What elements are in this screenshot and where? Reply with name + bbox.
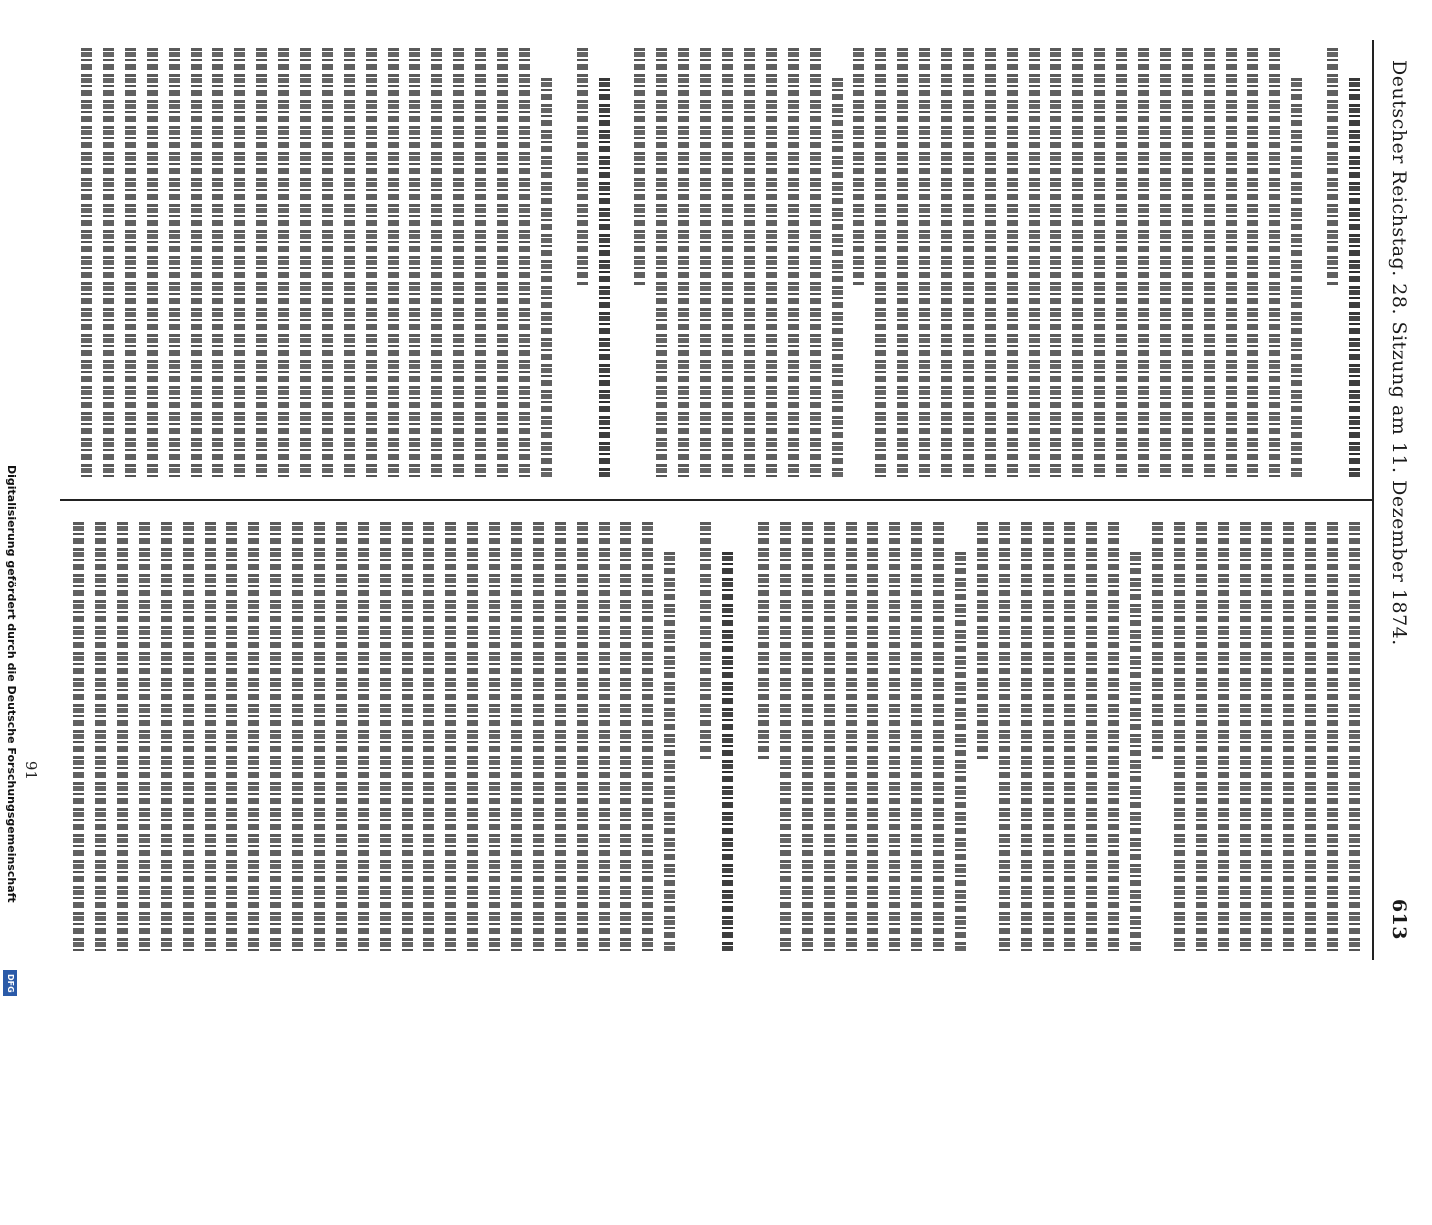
text-column-left (70, 48, 1360, 478)
text-line (1108, 522, 1119, 952)
text-line (380, 522, 391, 952)
text-line (955, 552, 966, 952)
text-line (1240, 522, 1251, 952)
text-line (409, 48, 420, 478)
text-line (292, 522, 303, 952)
text-line (248, 522, 259, 952)
text-line (191, 48, 202, 478)
text-line (555, 522, 566, 952)
text-line (1130, 552, 1141, 952)
text-line (832, 78, 843, 478)
text-line (1050, 48, 1061, 478)
text-line (758, 522, 769, 759)
text-line (941, 48, 952, 478)
column-divider (60, 499, 1372, 501)
text-line (344, 48, 355, 478)
text-line (664, 552, 675, 952)
text-line (810, 48, 821, 478)
text-line (599, 78, 610, 478)
text-line (766, 48, 777, 478)
text-line (1349, 78, 1360, 478)
text-line (541, 78, 552, 478)
text-line (81, 48, 92, 478)
text-line (744, 48, 755, 478)
text-line (125, 48, 136, 478)
text-line (256, 48, 267, 478)
text-line (853, 48, 864, 285)
text-line (226, 522, 237, 952)
text-line (467, 522, 478, 952)
text-line (897, 48, 908, 478)
text-line (497, 48, 508, 478)
text-line (1283, 522, 1294, 952)
signature-mark: 91 (22, 761, 40, 780)
text-line (642, 522, 653, 952)
text-line (270, 522, 281, 952)
text-line (919, 48, 930, 478)
text-line (1160, 48, 1171, 478)
header-rule (1372, 40, 1374, 960)
text-line (1269, 48, 1280, 478)
text-line (1174, 522, 1185, 952)
text-line (388, 48, 399, 478)
text-line (1305, 522, 1316, 952)
text-line (183, 522, 194, 952)
text-line (1261, 522, 1272, 952)
text-line (1138, 48, 1149, 478)
text-line (1349, 522, 1360, 952)
text-line (1116, 48, 1127, 478)
text-line (1218, 522, 1229, 952)
text-line (453, 48, 464, 478)
text-line (985, 48, 996, 478)
text-line (314, 522, 325, 952)
text-line (358, 522, 369, 952)
text-line (1204, 48, 1215, 478)
text-line (117, 522, 128, 952)
text-line (722, 552, 733, 952)
text-line (635, 48, 646, 285)
text-line (336, 522, 347, 952)
text-line (678, 48, 689, 478)
text-line (824, 522, 835, 952)
text-line (1007, 48, 1018, 478)
text-line (445, 522, 456, 952)
digitization-credit (16, 235, 30, 995)
text-line (169, 48, 180, 478)
text-line (889, 522, 900, 952)
text-line (788, 48, 799, 478)
text-line (95, 522, 106, 952)
paragraph-gap (552, 48, 566, 478)
text-line (1072, 48, 1083, 478)
text-line (519, 48, 530, 478)
text-line (423, 522, 434, 952)
text-line (1021, 522, 1032, 952)
page-header-title: Deutscher Reichstag. 28. Sitzung am 11. Dezember 1874. (1388, 60, 1410, 646)
text-line (103, 48, 114, 478)
text-line (802, 522, 813, 952)
paragraph-gap (733, 522, 747, 952)
text-line (621, 522, 632, 952)
paragraph-gap (675, 522, 689, 952)
text-line (875, 48, 886, 478)
text-line (780, 522, 791, 952)
text-line (431, 48, 442, 478)
text-line (147, 48, 158, 478)
paragraph-gap (610, 48, 624, 478)
text-line (999, 522, 1010, 952)
text-line (73, 522, 84, 952)
text-line (1226, 48, 1237, 478)
text-line (1196, 522, 1207, 952)
text-line (1043, 522, 1054, 952)
text-line (846, 522, 857, 952)
text-line (475, 48, 486, 478)
text-line (1029, 48, 1040, 478)
text-line (1182, 48, 1193, 478)
text-line (511, 522, 522, 952)
text-line (205, 522, 216, 952)
text-line (1086, 522, 1097, 952)
text-line (1327, 522, 1338, 952)
text-line (1094, 48, 1105, 478)
credit-text: Digitalisierung gefördert durch die Deutsche Forschungsgemeinschaft (4, 465, 18, 1225)
dfg-logo: DFG (3, 970, 17, 996)
text-line (533, 522, 544, 952)
text-line (234, 48, 245, 478)
text-line (1291, 78, 1302, 478)
text-line (278, 48, 289, 478)
page-header (1380, 60, 1410, 940)
text-line (700, 48, 711, 478)
text-line (402, 522, 413, 952)
text-line (489, 522, 500, 952)
text-line (1064, 522, 1075, 952)
text-line (911, 522, 922, 952)
text-line (656, 48, 667, 478)
text-line (1152, 522, 1163, 759)
text-line (933, 522, 944, 952)
text-line (577, 48, 588, 285)
text-line (161, 522, 172, 952)
text-line (963, 48, 974, 478)
page-number: 613 (1388, 899, 1410, 940)
text-line (977, 522, 988, 759)
text-line (1327, 48, 1338, 285)
text-column-right (70, 522, 1360, 952)
text-line (212, 48, 223, 478)
text-line (300, 48, 311, 478)
text-line (577, 522, 588, 952)
text-line (139, 522, 150, 952)
text-line (322, 48, 333, 478)
text-line (722, 48, 733, 478)
text-line (1247, 48, 1258, 478)
text-line (700, 522, 711, 759)
text-line (366, 48, 377, 478)
paragraph-gap (1302, 48, 1316, 478)
text-line (599, 522, 610, 952)
text-line (867, 522, 878, 952)
